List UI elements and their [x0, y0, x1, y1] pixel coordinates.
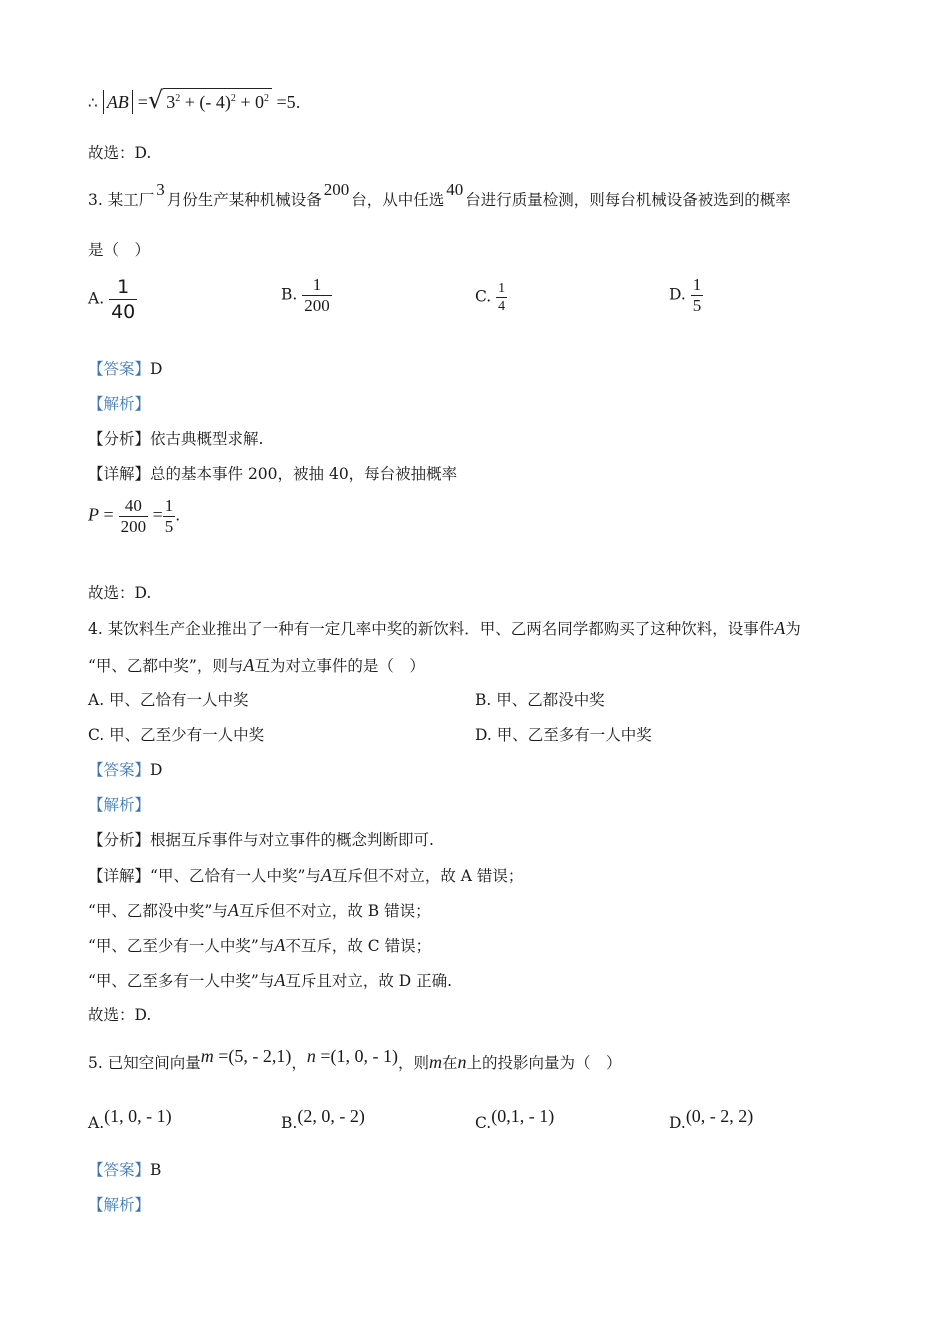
- q3-fenxi: 【分析】依古典概型求解.: [88, 430, 264, 448]
- q4-detail-4: “甲、乙至多有一人中奖”与A互斥且对立，故 D 正确.: [88, 970, 453, 990]
- q5-stem: 5. 已知空间向量m =(5, - 2,1)，n =(1, 0, - 1)，则m在n上的投影向量为（ ）: [88, 1046, 622, 1072]
- sqrt-expr: $3^2$ + (- $4)^2 + 0^2$: [163, 88, 272, 112]
- fraction: $\frac{1}{5}$: [164, 496, 174, 536]
- q4-detail-1: 【详解】“甲、乙恰有一人中奖”与A互斥但不对立，故 A 错误；: [88, 865, 524, 885]
- q3-option-c[interactable]: C. $\frac{1}{4}$: [475, 281, 506, 314]
- q4-option-d[interactable]: D. 甲、乙至多有一人中奖: [475, 726, 652, 744]
- q5-analysis-tag: 【解析】: [88, 1196, 151, 1214]
- result-value: =5: [272, 92, 296, 112]
- q4-detail-2: “甲、乙都没中奖”与A互斥但不对立，故 B 错误；: [88, 900, 431, 920]
- q5-option-a[interactable]: A.(1, 0, - 1): [88, 1106, 172, 1132]
- q3-option-b[interactable]: B. $\frac{1}{200}$: [281, 275, 330, 315]
- q3-choice: 故选：D.: [88, 584, 152, 602]
- q3-answer: 【答案】D: [88, 360, 163, 378]
- therefore-symbol: ∴: [88, 94, 98, 112]
- abs-ab: AB: [103, 90, 133, 114]
- q4-stem-line1: 4. 某饮料生产企业推出了一种有一定几率中奖的新饮料．甲、乙两名同学都购买了这种饮料，设事件A为: [88, 618, 801, 638]
- q3-option-a[interactable]: A. $\frac{1}{40}$: [88, 276, 136, 323]
- q4-analysis-tag: 【解析】: [88, 796, 151, 814]
- fraction: $\frac{1}{5}$: [692, 275, 702, 315]
- q4-option-b[interactable]: B. 甲、乙都没中奖: [475, 691, 605, 709]
- sqrt-symbol: √: [147, 86, 164, 114]
- q5-option-b[interactable]: B.(2, 0, - 2): [281, 1106, 365, 1132]
- fraction: $\frac{1}{200}$: [304, 275, 330, 315]
- q5-answer: 【答案】B: [88, 1161, 162, 1179]
- q3-stem-line1: 3. 某工厂3月份生产某种机械设备200台，从中任选40台进行质量检测，则每台机械设备被选到的概率: [88, 180, 791, 209]
- q4-choice: 故选：D.: [88, 1006, 152, 1024]
- q5-option-c[interactable]: C.(0,1, - 1): [475, 1106, 555, 1132]
- q3-xiangjie: 【详解】总的基本事件 200，被抽 40，每台被抽概率: [88, 465, 458, 483]
- prev-choice: 故选：D.: [88, 144, 152, 162]
- fraction: $\frac{1}{4}$: [498, 281, 506, 314]
- q4-option-a[interactable]: A. 甲、乙恰有一人中奖: [88, 691, 249, 709]
- q4-option-c[interactable]: C. 甲、乙至少有一人中奖: [88, 726, 265, 744]
- q3-analysis-tag: 【解析】: [88, 395, 151, 413]
- q3-formula: P = $\frac{40}{200}$ = $\frac{1}{5}$ .: [88, 496, 181, 536]
- fraction: $\frac{1}{40}$: [111, 276, 136, 323]
- q5-option-d[interactable]: D.(0, - 2, 2): [669, 1106, 754, 1132]
- fraction: $\frac{40}{200}$: [120, 496, 147, 536]
- q4-fenxi: 【分析】根据互斥事件与对立事件的概念判断即可.: [88, 831, 434, 849]
- q3-option-d[interactable]: D. $\frac{1}{5}$: [669, 275, 702, 315]
- q4-detail-3: “甲、乙至少有一人中奖”与A不互斥，故 C 错误；: [88, 935, 432, 955]
- q4-stem-line2: “甲、乙都中奖”，则与A互为对立事件的是（ ）: [88, 655, 425, 675]
- eq-sign: =: [137, 92, 148, 112]
- q3-stem-line2: 是（ ）: [88, 241, 151, 259]
- q4-answer: 【答案】D: [88, 761, 163, 779]
- distance-result-line: ∴ AB =√ $3^2$ + (- $4)^2 + 0^2 =5$.: [88, 86, 301, 114]
